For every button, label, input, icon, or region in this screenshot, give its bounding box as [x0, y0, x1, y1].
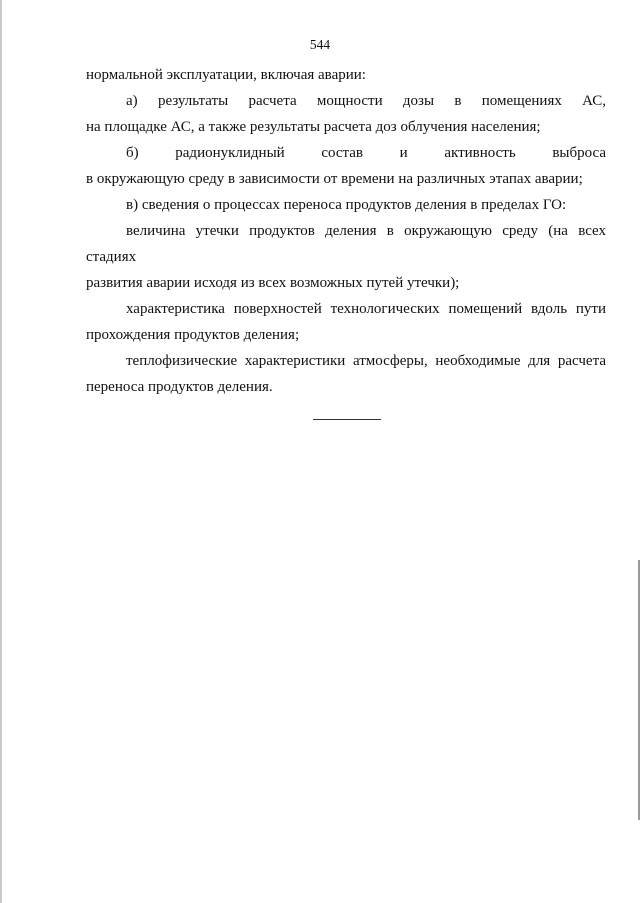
page-number: 544 — [309, 37, 331, 52]
paragraph-line-12: переноса продуктов деления. — [86, 379, 273, 395]
paragraph-line-3: на площадке АС, а также результаты расчета доз облучения населения; — [86, 119, 541, 135]
paragraph-line-10: прохождения продуктов деления; — [86, 327, 300, 343]
paragraph-line-9: характеристика поверхностей технологических помещений вдоль пути — [126, 301, 606, 317]
paragraph-line-8: развития аварии исходя из всех возможных путей утечки); — [86, 275, 460, 291]
body-text — [86, 62, 606, 400]
scan-edge-left — [0, 0, 2, 903]
paragraph-line-1: нормальной эксплуатации, включая аварии: — [86, 67, 366, 83]
paragraph-line-7: величина утечки продуктов деления в окружающую среду (на всех стадиях — [86, 223, 606, 265]
paragraph-line-2: а) результаты расчета мощности дозы в помещениях АС, — [126, 93, 606, 109]
closing-rule-line — [313, 419, 381, 420]
paragraph-line-6: в) сведения о процессах переноса продуктов деления в пределах ГО: — [126, 197, 567, 213]
paragraph-line-5: в окружающую среду в зависимости от времени на различных этапах аварии; — [86, 171, 583, 187]
paragraph-line-11: теплофизические характеристики атмосферы, необходимые для расчета — [126, 353, 606, 369]
paragraph-line-4: б) радионуклидный состав и активность выброса — [126, 145, 606, 161]
